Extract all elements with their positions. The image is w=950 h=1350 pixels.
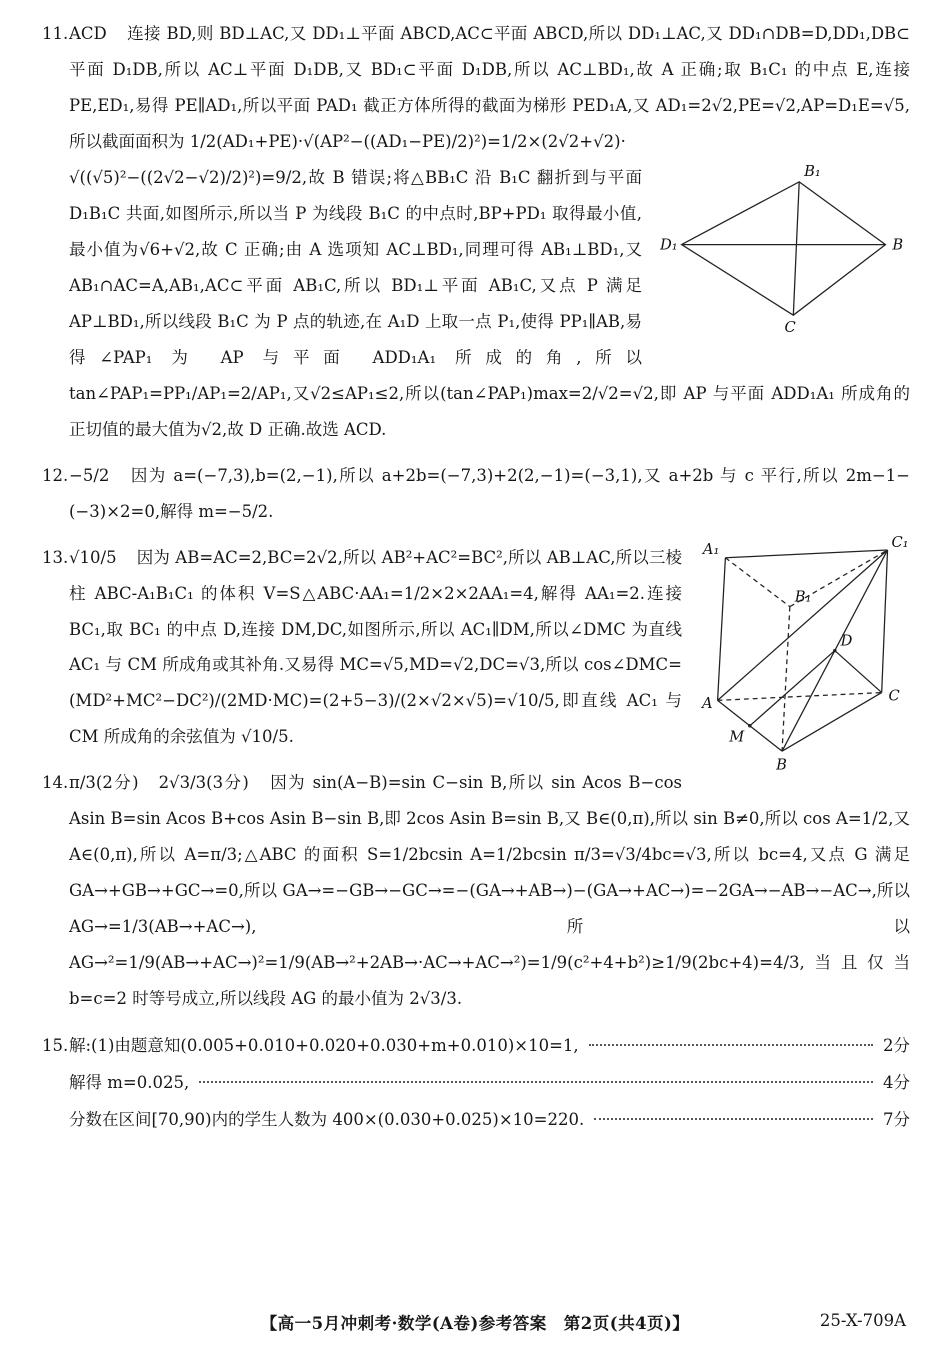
problem-14-solution-text: 因为 sin(A−B)=sin C−sin B,所以 sin Acos B−cos Asin B=sin Acos B+cos Asin B−sin B,即 2cos Asin B=sin B,又 B∈(0,π),所以 sin B≠0,所以 cos A=1/2,又 A∈(0,π),所以 A=π/3;△ABC 的面积 S=1/2bcsin A=1/2bcsin π/3=√3/4bc=√3,所以 bc=4,又点 G 满足 GA→+GB→+GC→=0,所以 GA→=−GB→−GC→=−(GA→+AB→)−(GA→+AC→)=−2GA→−AB→−AC→,所以 AG→=1/3(AB→+AC→),所以 AG→²=1/9(AB→+AC→)²=1/9(AB→²+2AB→·AC→+AC→²)=1/9(c²+4+b²)≥1/9(2bc+4)=4/3,当且仅当 b=c=2 时等号成立,所以线段 AG 的最小值为 2√3/3. (69, 773, 910, 1009)
problem-11-number: 11. (42, 24, 69, 43)
score-mark-2: 4分 (883, 1073, 910, 1093)
fig11-lines (682, 182, 886, 315)
fig11-label-B1: B₁ (804, 162, 821, 180)
problem-11-solution-text-1: 连接 BD,则 BD⊥AC,又 DD₁⊥平面 ABCD,AC⊂平面 ABCD,所以 DD₁⊥AC,又 DD₁∩DB=D,DD₁,DB⊂平面 D₁DB,所以 AC⊥平面 D₁DB,又 BD₁⊂平面 D₁DB,所以 AC⊥BD₁,故 A 正确;取 B₁C₁ 的中点 E,连接 PE,ED₁,易得 PE∥AD₁,所以平面 PAD₁ 截正方体所得的截面为梯形 PED₁A,又 AD₁=2√2,PE=√2,AP=D₁E=√5,所以截面面积为 1/2(AD₁+PE)·√(AP²−((AD₁−PE)/2)²)=1/2×(2√2+√2)· (69, 24, 910, 151)
problem-12-solution-text: 因为 a=(−7,3),b=(2,−1),所以 a+2b=(−7,3)+2(2,−1)=(−3,1),又 a+2b 与 c 平行,所以 2m−1−(−3)×2=0,解得 m=−5/2. (69, 465, 910, 521)
problem-13 (42, 533, 910, 774)
problem-15-step-2: 解得 m=0.025, (69, 1073, 190, 1093)
fig13-label-C: C (888, 686, 900, 704)
footer-paper-code: 25-X-709A (819, 1311, 906, 1330)
fig13-label-A1: A₁ (702, 540, 720, 558)
problem-12-body (42, 458, 910, 530)
problem-15-number: 15. (42, 1036, 69, 1056)
fig13-label-C1: C₁ (891, 533, 909, 551)
fig13-point-M-dot (748, 724, 752, 728)
problem-11-solution-text-2: √((√5)²−((2√2−√2)/2)²)=9/2,故 B 错误;将△BB₁C 沿 B₁C 翻折到与平面 D₁B₁C 共面,如图所示,所以当 P 为线段 B₁C 的中点时,BP+PD₁ 取得最小值,最小值为√6+√2,故 C 正确;由 A 选项知 AC⊥BD₁,同理可得 AB₁⊥BD₁,又 AB₁∩AC=A,AB₁,AC⊂平面 AB₁C,所以 BD₁⊥平面 AB₁C,又点 P 满足 AP⊥BD₁,所以线段 B₁C 为 P 点的轨迹,在 A₁D 上取一点 P₁,使得 PP₁∥AB,易得∠PAP₁ 为 AP 与平面 ADD₁A₁ 所成的角,所以 tan∠PAP₁=PP₁/AP₁=2/AP₁,又√2≤AP₁≤2,所以(tan∠PAP₁)max=2/√2=√2,即 AP 与平面 ADD₁A₁ 所成角的正切值的最大值为√2,故 D 正确.故选 ACD. (69, 167, 910, 439)
problem-15-step-1: 解:(1)由题意知(0.005+0.010+0.020+0.030+m+0.010)×10=1, (69, 1036, 579, 1056)
dotted-leader (594, 1118, 873, 1120)
fig13-svg (700, 534, 910, 774)
fig13-label-B1: B₁ (794, 588, 812, 606)
problem-14 (42, 765, 910, 1017)
problem-14-number: 14. (42, 773, 69, 793)
figure-triangular-prism (700, 534, 910, 787)
problem-12-answer: −5/2 (69, 465, 110, 485)
footer-title: 【高一5月冲刺考·数学(A卷)参考答案 第2页(共4页)】 (260, 1314, 690, 1333)
fig13-solid-lines (718, 550, 888, 751)
problem-11 (42, 16, 910, 448)
problem-13-solution-text: 因为 AB=AC=2,BC=2√2,所以 AB²+AC²=BC²,所以 AB⊥AC,所以三棱柱 ABC-A₁B₁C₁ 的体积 V=S△ABC·AA₁=1/2×2×2AA₁=4,解得 AA₁=2.连接 BC₁,取 BC₁ 的中点 D,连接 DM,DC,如图所示,所以 AC₁∥DM,所以∠DMC 为直线 AC₁ 与 CM 所成角或其补角.又易得 MC=√5,MD=√2,DC=√3,所以 cos∠DMC=(MD²+MC²−DC²)/(2MD·MC)=(2+5−3)/(2×√2×√5)=√10/5,即直线 AC₁ 与 CM 所成角的余弦值为 √10/5. (69, 547, 682, 747)
fig13-label-A: A (701, 694, 713, 712)
fig11-label-B: B (892, 236, 904, 254)
problem-11-part2 (42, 160, 910, 448)
problem-15-line-1 (42, 1027, 910, 1064)
fig13-label-M: M (729, 727, 745, 745)
fig11-label-D1: D₁ (660, 236, 678, 254)
figure-folded-quadrilateral (660, 162, 910, 348)
fig13-label-D: D (840, 632, 853, 650)
problem-12-number: 12. (42, 465, 69, 485)
page-footer (0, 1310, 950, 1334)
problem-11-part1 (42, 16, 910, 160)
problem-13-number: 13. (42, 547, 69, 567)
score-mark-1: 2分 (883, 1036, 910, 1056)
problem-11-answer: ACD (69, 24, 107, 43)
problem-14-body (42, 765, 910, 1017)
problem-13-answer: √10/5 (69, 547, 117, 567)
fig11-label-C: C (784, 318, 796, 335)
score-mark-3: 7分 (883, 1110, 910, 1130)
fig11-svg (660, 162, 910, 335)
problem-15-line-2 (42, 1064, 910, 1101)
problem-15-line-3 (42, 1101, 910, 1138)
dotted-leader (589, 1044, 873, 1046)
fig13-point-D-dot (833, 648, 837, 652)
problem-15 (42, 1027, 910, 1138)
dotted-leader (199, 1081, 873, 1083)
problem-12 (42, 458, 910, 530)
fig13-label-B: B (776, 756, 787, 774)
problem-15-step-3: 分数在区间[70,90)内的学生人数为 400×(0.030+0.025)×10=220. (69, 1110, 585, 1130)
problem-13-body (42, 533, 910, 774)
problem-14-answer-2: 2√3/3(3分) (158, 773, 249, 793)
problem-14-answer-1: π/3(2分) (69, 773, 139, 793)
